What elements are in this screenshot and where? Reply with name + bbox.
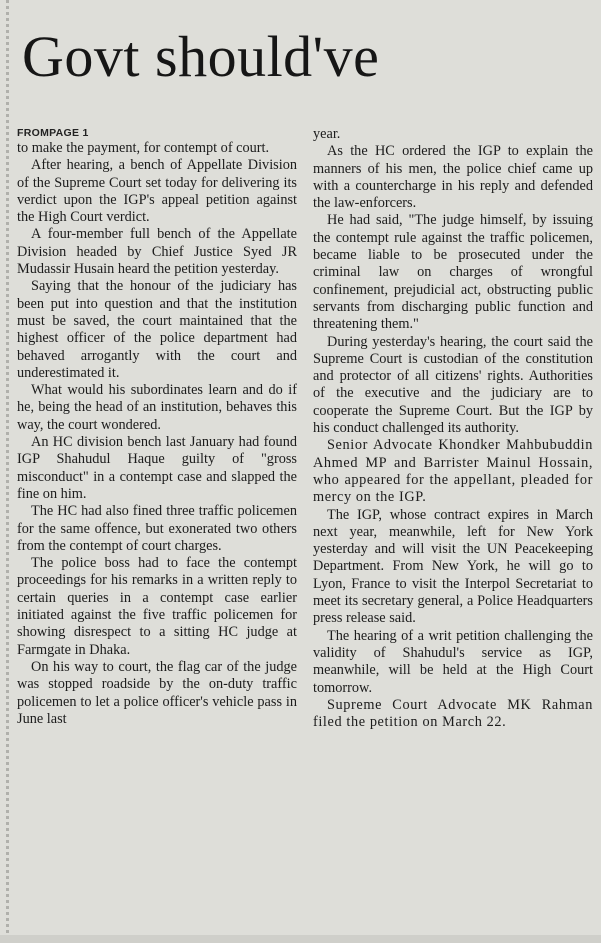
- paragraph: During yesterday's hearing, the court said the Supreme Court is custodian of the constitution and protector of all citizens' rights. Authorities of the executive and the judiciary are to cooperate the Supreme Court. But the IGP by his conduct challenged its authority.: [313, 333, 593, 437]
- paragraph: The IGP, whose contract expires in March next year, meanwhile, left for New York yesterday and will visit the UN Peacekeeping Department. From New York, he will go to Lyon, France to visit the Interpol Secretariat to meet its secretary general, a Police Headquarters press release said.: [313, 506, 593, 627]
- paragraph: The hearing of a writ petition challenging the validity of Shahudul's service as IGP, meanwhile, will be held at the High Court tomorrow.: [313, 627, 593, 696]
- paragraph: to make the payment, for contempt of court.: [17, 140, 270, 156]
- page-edge: [0, 935, 601, 943]
- paragraph: After hearing, a bench of Appellate Division of the Supreme Court set today for delivering its verdict upon the IGP's appeal petition against the High Court verdict.: [17, 157, 297, 226]
- paragraph: As the HC ordered the IGP to explain the manners of his men, the police chief came up with a countercharge in his reply and defended the law-enforcers.: [313, 143, 593, 212]
- paragraph: What would his subordinates learn and do if he, being the head of an institution, behaves this way, the court wondered.: [17, 382, 297, 433]
- paragraph: year.: [313, 126, 341, 142]
- headline: Govt should've: [22, 24, 380, 89]
- column-rule: [6, 0, 9, 943]
- paragraph: Supreme Court Advocate MK Rahman filed the petition on March 22.: [313, 696, 593, 731]
- paragraph: Saying that the honour of the judiciary has been put into question and that the institution must be saved, the court maintained that the highest officer of the police department had behaved arrogantly with the court and underestimated it.: [17, 278, 297, 381]
- paragraph: A four-member full bench of the Appellate Division headed by Chief Justice Syed JR Mudassir Husain heard the petition yesterday.: [17, 226, 297, 278]
- article-column-left: [17, 126, 297, 728]
- from-page-label: FROMPAGE 1: [17, 127, 89, 139]
- article-column-right: [313, 126, 593, 731]
- paragraph: The police boss had to face the contempt proceedings for his remarks in a written reply to certain queries in a contempt case earlier initiated against the five traffic policemen for showing disrespect to a sitting HC judge at Farmgate in Dhaka.: [17, 555, 297, 658]
- paragraph: An HC division bench last January had found IGP Shahudul Haque guilty of "gross misconduct" in a contempt case and slapped the fine on him.: [17, 434, 297, 502]
- paragraph: He had said, "The judge himself, by issuing the contempt rule against the traffic policemen, became liable to be prosecuted under the criminal law on charges of wrongful confinement, prejudicial act, obstructing public servants from discharging public function and threatening them.": [313, 212, 593, 333]
- paragraph: The HC had also fined three traffic policemen for the same offence, but exonerated two others from the contempt of court charges.: [17, 503, 297, 554]
- paragraph: Senior Advocate Khondker Mahbubuddin Ahmed MP and Barrister Mainul Hossain, who appeared for the appellant, pleaded for mercy on the IGP.: [313, 437, 593, 506]
- paragraph: On his way to court, the flag car of the judge was stopped roadside by the on-duty traffic policemen to let a police officer's vehicle pass in June last: [17, 658, 297, 727]
